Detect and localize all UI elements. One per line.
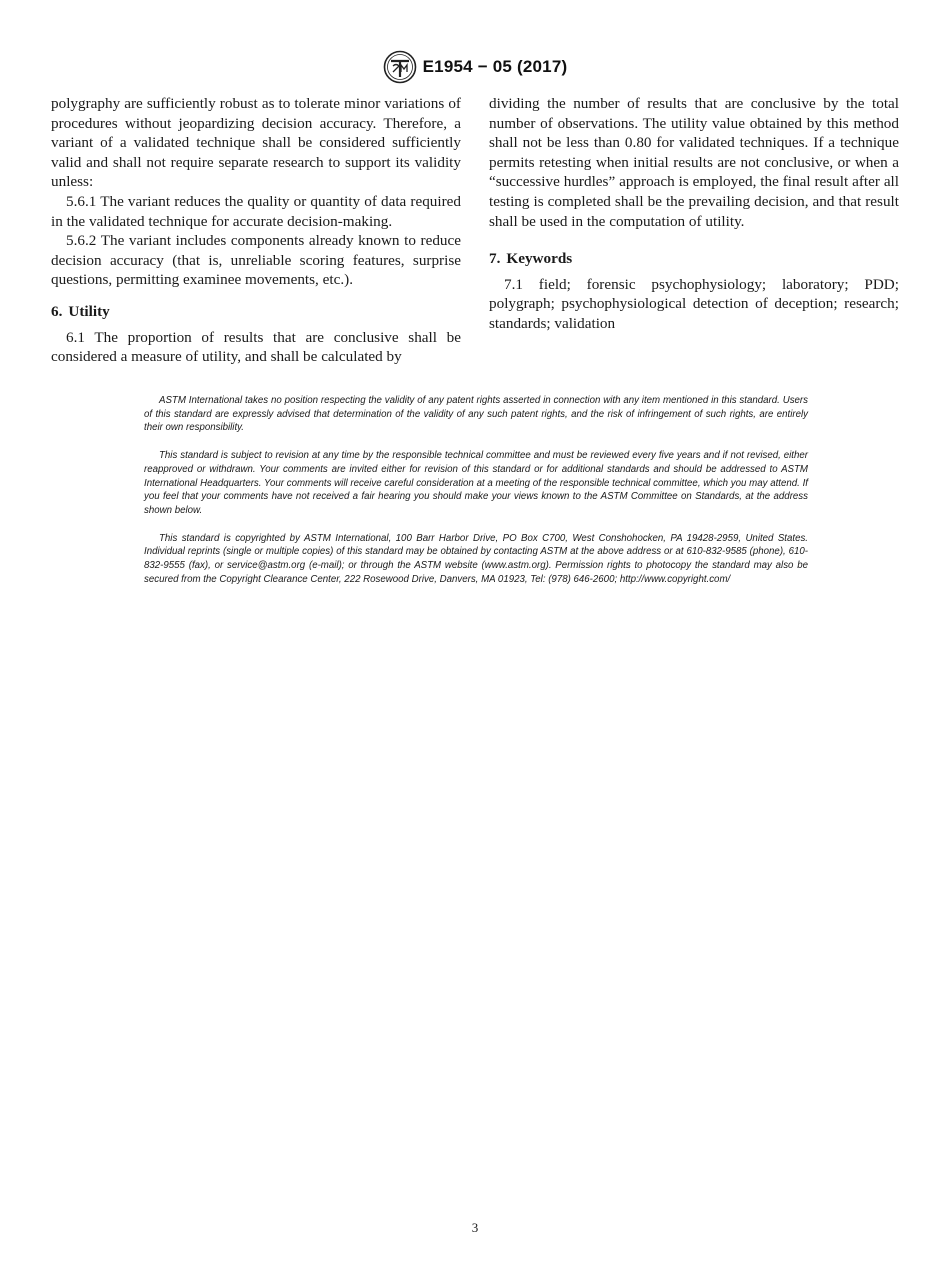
paragraph-5-6-continuation: polygraphy are sufficiently robust as to tolerate minor variations of procedures without jeopardizing decision accuracy. Therefore, a variant of a validated technique shall be considered sufficiently valid and shall not require separate research to support its validity unless:	[51, 95, 461, 191]
section-number: 6.	[51, 302, 63, 320]
page-header	[0, 50, 950, 89]
section-number: 7.	[489, 250, 501, 268]
paragraph-6-1: 6.1 The proportion of results that are conclusive shall be considered a measure of utility, and shall be calculated by	[51, 328, 461, 366]
legal-notices	[144, 394, 808, 600]
section-title: Keywords	[506, 250, 573, 268]
astm-logo-icon	[383, 50, 417, 84]
right-column	[489, 94, 899, 334]
document-designation: E1954 − 05 (2017)	[422, 57, 568, 76]
section-title: Utility	[68, 302, 110, 320]
left-column	[51, 94, 461, 367]
paragraph-7-1: 7.1 field; forensic psychophysiology; laboratory; PDD; polygraph; psychophysiological detection of deception; research; standards; validation	[489, 275, 899, 332]
page-number: 3	[471, 1220, 479, 1235]
patent-notice: ASTM International takes no position respecting the validity of any patent rights asserted in connection with any item mentioned in this standard. Users of this standard are expressly advised that determination of the validity of any such patent rights, and the risk of infringement of such rights, are entirely their own responsibility.	[144, 395, 808, 434]
copyright-notice: This standard is copyrighted by ASTM International, 100 Barr Harbor Drive, PO Box C700, West Conshohocken, PA 19428-2959, United States. Individual reprints (single or multiple copies) of this standard may be obtained by contacting ASTM at the above address or at 610-832-9585 (phone), 610-832-9555 (fax), or service@astm.org (e-mail); or through the ASTM website (www.astm.org). Permission rights to photocopy the standard may also be secured from the Copyright Clearance Center, 222 Rosewood Drive, Danvers, MA 01923, Tel: (978) 646-2600; http://www.copyright.com/	[144, 532, 808, 585]
paragraph-6-1-continuation: dividing the number of results that are conclusive by the total number of observations. The utility value obtained by this method shall not be less than 0.80 for validated techniques. If a technique permits retesting when initial results are not conclusive, or when a “successive hurdles” approach is employed, the final result after all testing is completed shall be the prevailing decision, and that result shall be used in the computation of utility.	[489, 95, 899, 230]
paragraph-5-6-2: 5.6.2 The variant includes components already known to reduce decision accuracy (that is, unreliable scoring features, surprise questions, permitting examinee movements, etc.).	[51, 232, 461, 289]
revision-notice: This standard is subject to revision at any time by the responsible technical committee and must be reviewed every five years and if not revised, either reapproved or withdrawn. Your comments are invited either for revision of this standard or for additional standards and should be addressed to ASTM International Headquarters. Your comments will receive careful consideration at a meeting of the responsible technical committee, which you may attend. If you feel that your comments have not received a fair hearing you should make your views known to the ASTM Committee on Standards, at the address shown below.	[144, 450, 808, 516]
section-heading-keywords	[489, 249, 899, 269]
section-heading-utility	[51, 302, 461, 322]
paragraph-5-6-1: 5.6.1 The variant reduces the quality or quantity of data required in the validated technique for accurate decision-making.	[51, 192, 461, 230]
